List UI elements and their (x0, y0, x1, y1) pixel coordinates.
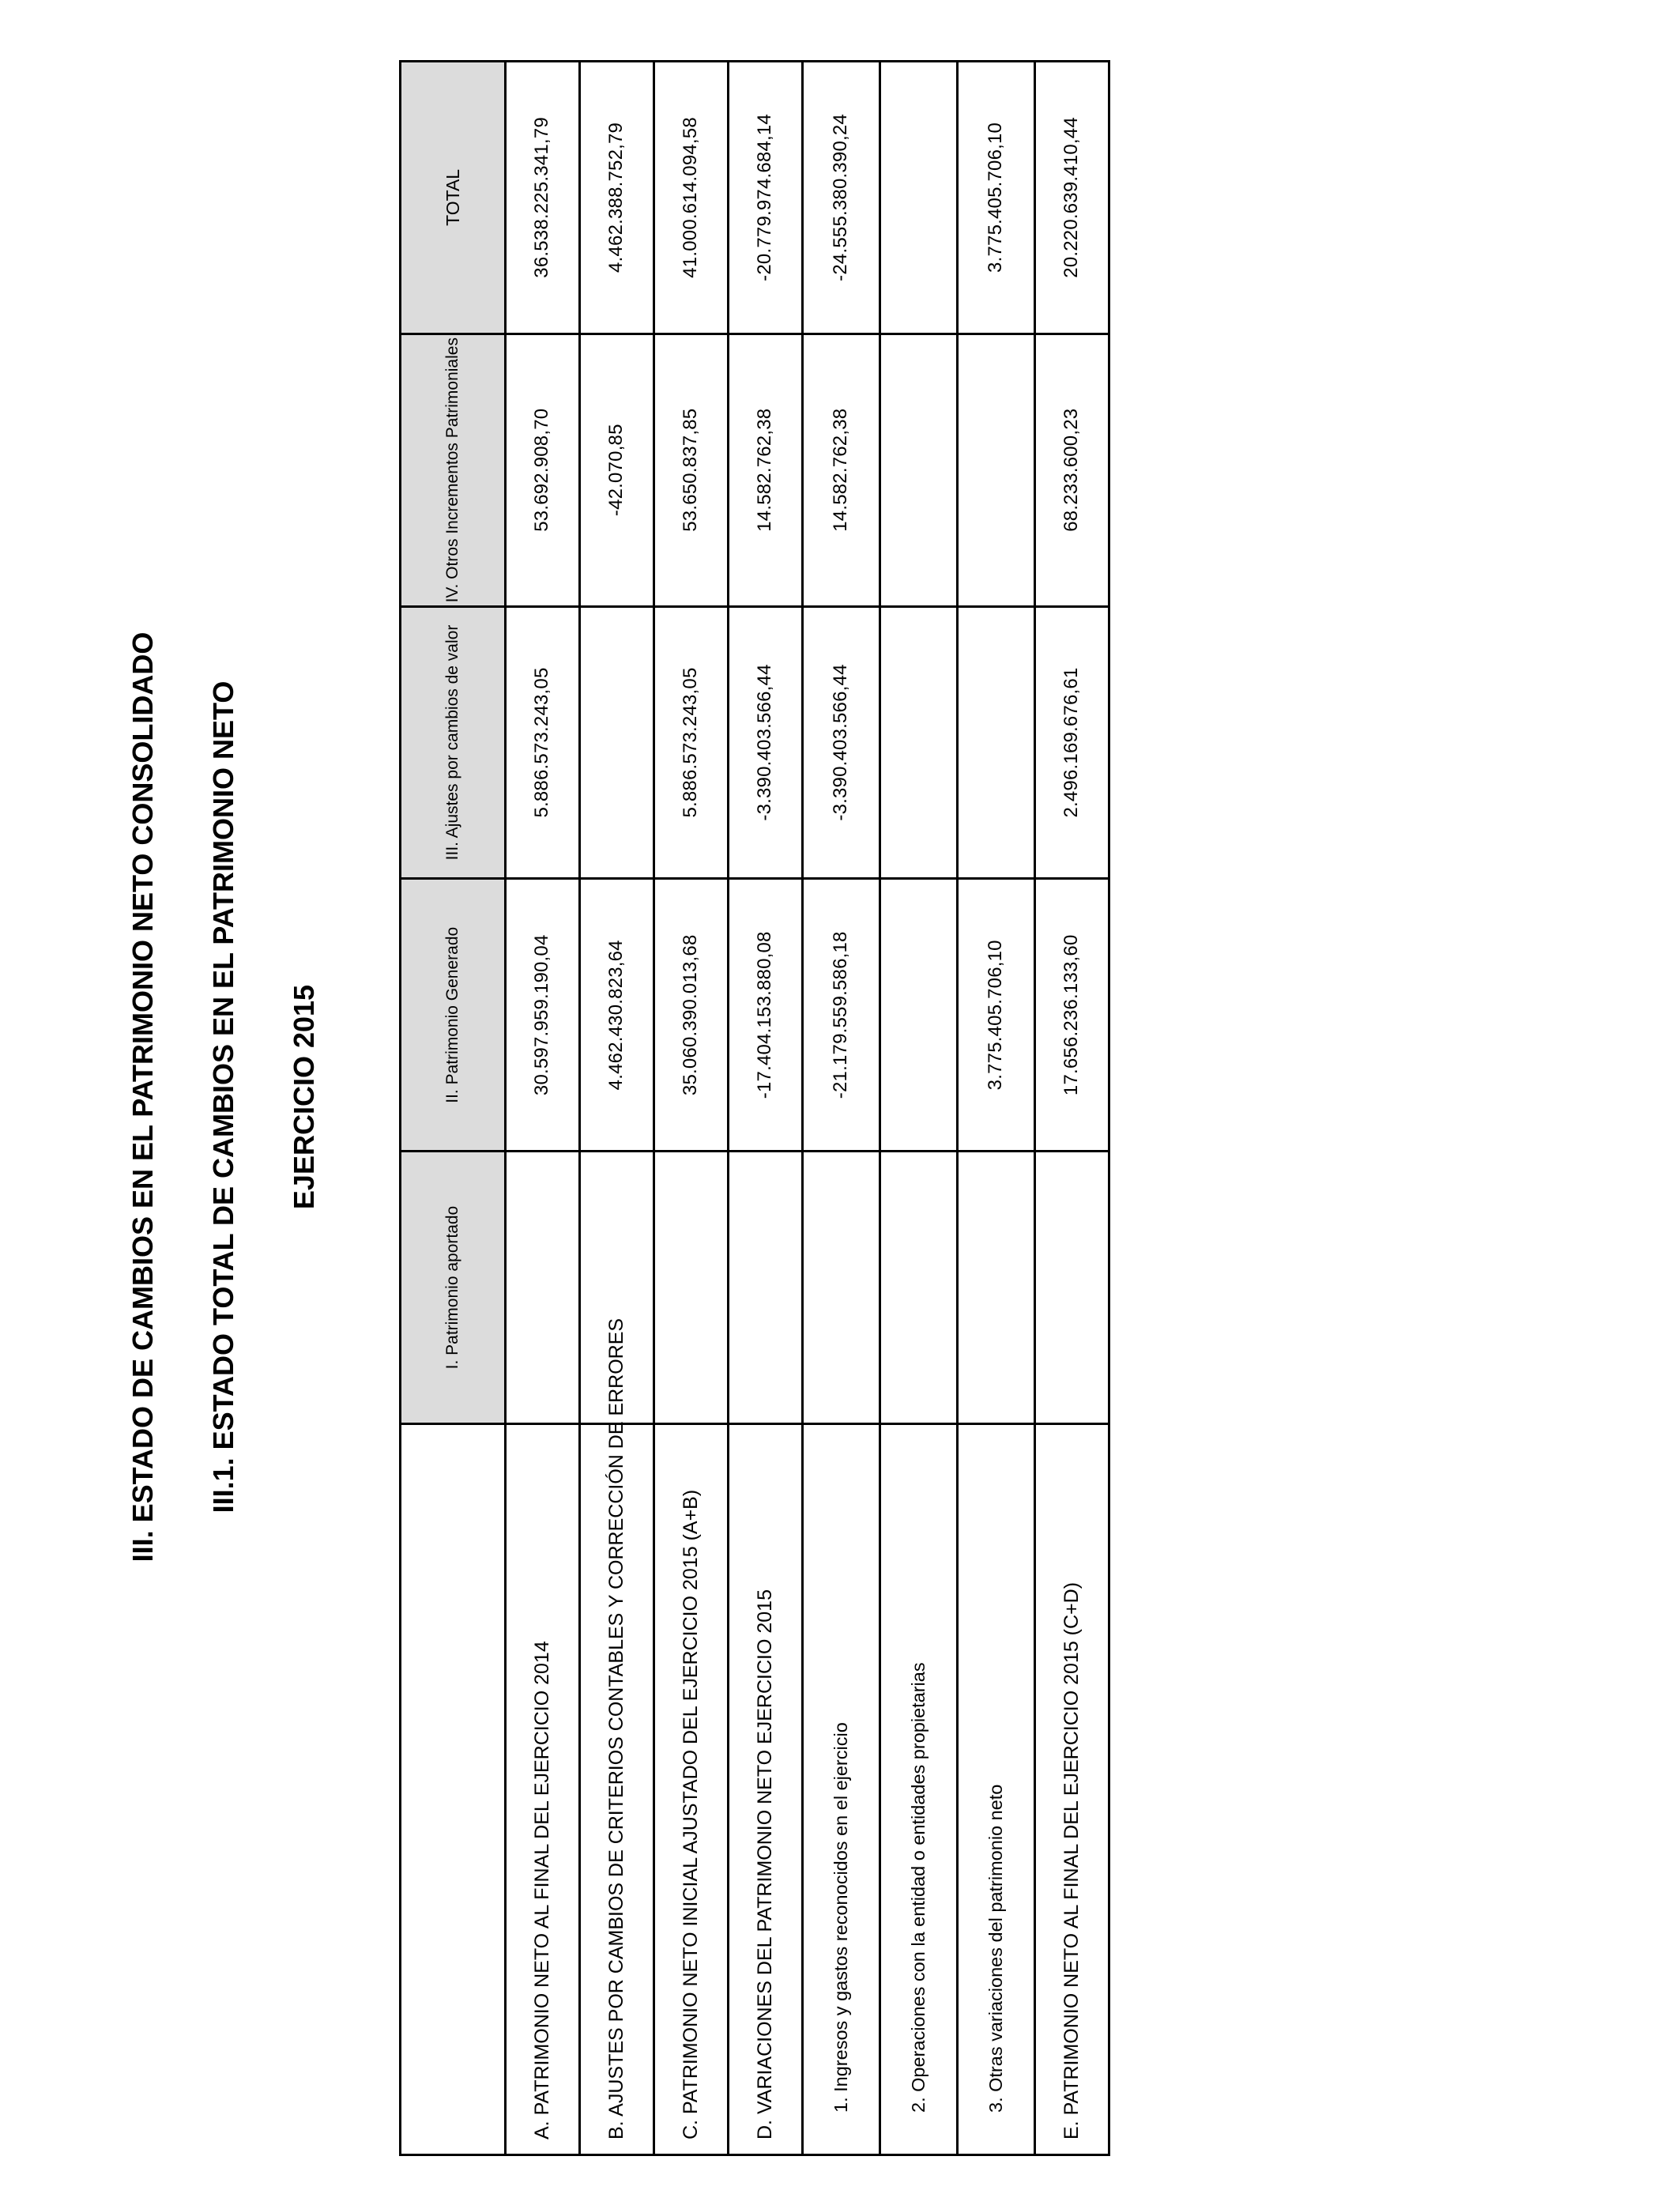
row-label: 2. Operaciones con la entidad o entidades propietarias (880, 1423, 957, 2154)
year-title: EJERCICIO 2015 (288, 984, 320, 1210)
cell-aportado (1034, 1152, 1109, 1424)
cell-generado: -21.179.559.586,18 (802, 879, 880, 1152)
cell-otros (880, 334, 957, 606)
cell-aportado (957, 1152, 1034, 1424)
cell-aportado (880, 1152, 957, 1424)
cell-aportado (802, 1152, 880, 1424)
row-label: A. PATRIMONIO NETO AL FINAL DEL EJERCICIO 2014 (505, 1423, 579, 2154)
cell-otros: 14.582.762,38 (728, 334, 802, 606)
row-label: 3. Otras variaciones del patrimonio neto (957, 1423, 1034, 2154)
cell-ajustes: -3.390.403.566,44 (802, 606, 880, 879)
table-row-b (579, 62, 654, 2155)
row-label: D. VARIACIONES DEL PATRIMONIO NETO EJERCICIO 2015 (728, 1423, 802, 2154)
cell-otros: 53.692.908,70 (505, 334, 579, 606)
cell-otros: -42.070,85 (579, 334, 654, 606)
cell-generado (880, 879, 957, 1152)
cell-otros: 14.582.762,38 (802, 334, 880, 606)
cell-aportado (728, 1152, 802, 1424)
cell-generado: -17.404.153.880,08 (728, 879, 802, 1152)
cell-otros: 68.233.600,23 (1034, 334, 1109, 606)
cell-aportado (654, 1152, 728, 1424)
cell-total: 4.462.388.752,79 (579, 62, 654, 334)
main-title: III. ESTADO DE CAMBIOS EN EL PATRIMONIO NETO CONSOLIDADO (126, 631, 159, 1563)
row-label: E. PATRIMONIO NETO AL FINAL DEL EJERCICIO 2015 (C+D) (1034, 1423, 1109, 2154)
cell-total: 36.538.225.341,79 (505, 62, 579, 334)
table-row-d (728, 62, 802, 2155)
cell-total: 20.220.639.410,44 (1034, 62, 1109, 334)
cell-generado: 3.775.405.706,10 (957, 879, 1034, 1152)
cell-generado: 17.656.236.133,60 (1034, 879, 1109, 1152)
cell-total: 41.000.614.094,58 (654, 62, 728, 334)
cell-otros (957, 334, 1034, 606)
header-otros-incrementos: IV. Otros Incrementos Patrimoniales (401, 334, 506, 606)
cell-ajustes: 5.886.573.243,05 (654, 606, 728, 879)
table-row-d3 (957, 62, 1034, 2155)
equity-changes-table (399, 60, 1110, 2156)
cell-total: 3.775.405.706,10 (957, 62, 1034, 334)
cell-total: -24.555.380.390,24 (802, 62, 880, 334)
header-empty-cell (401, 1423, 506, 2154)
cell-ajustes: -3.390.403.566,44 (728, 606, 802, 879)
cell-total: -20.779.974.684,14 (728, 62, 802, 334)
table-row-e (1034, 62, 1109, 2155)
cell-ajustes: 5.886.573.243,05 (505, 606, 579, 879)
cell-ajustes (579, 606, 654, 879)
cell-ajustes (957, 606, 1034, 879)
cell-ajustes (880, 606, 957, 879)
header-ajustes-valor: III. Ajustes por cambios de valor (401, 606, 506, 879)
header-row (401, 62, 506, 2155)
header-total: TOTAL (401, 62, 506, 334)
table-row-c (654, 62, 728, 2155)
row-label: B. AJUSTES POR CAMBIOS DE CRITERIOS CONTABLES Y CORRECCIÓN DE ERRORES (579, 1423, 654, 2154)
cell-aportado (505, 1152, 579, 1424)
cell-ajustes: 2.496.169.676,61 (1034, 606, 1109, 879)
row-label: 1. Ingresos y gastos reconocidos en el ejercicio (802, 1423, 880, 2154)
header-patrimonio-aportado: I. Patrimonio aportado (401, 1152, 506, 1424)
cell-total (880, 62, 957, 334)
table-row-d1 (802, 62, 880, 2155)
table-row-d2 (880, 62, 957, 2155)
table-row-a (505, 62, 579, 2155)
cell-generado: 30.597.959.190,04 (505, 879, 579, 1152)
cell-generado: 4.462.430.823,64 (579, 879, 654, 1152)
sub-title: III.1. ESTADO TOTAL DE CAMBIOS EN EL PATRIMONIO NETO (207, 680, 239, 1514)
cell-generado: 35.060.390.013,68 (654, 879, 728, 1152)
header-patrimonio-generado: II. Patrimonio Generado (401, 879, 506, 1152)
cell-otros: 53.650.837,85 (654, 334, 728, 606)
row-label: C. PATRIMONIO NETO INICIAL AJUSTADO DEL EJERCICIO 2015 (A+B) (654, 1423, 728, 2154)
